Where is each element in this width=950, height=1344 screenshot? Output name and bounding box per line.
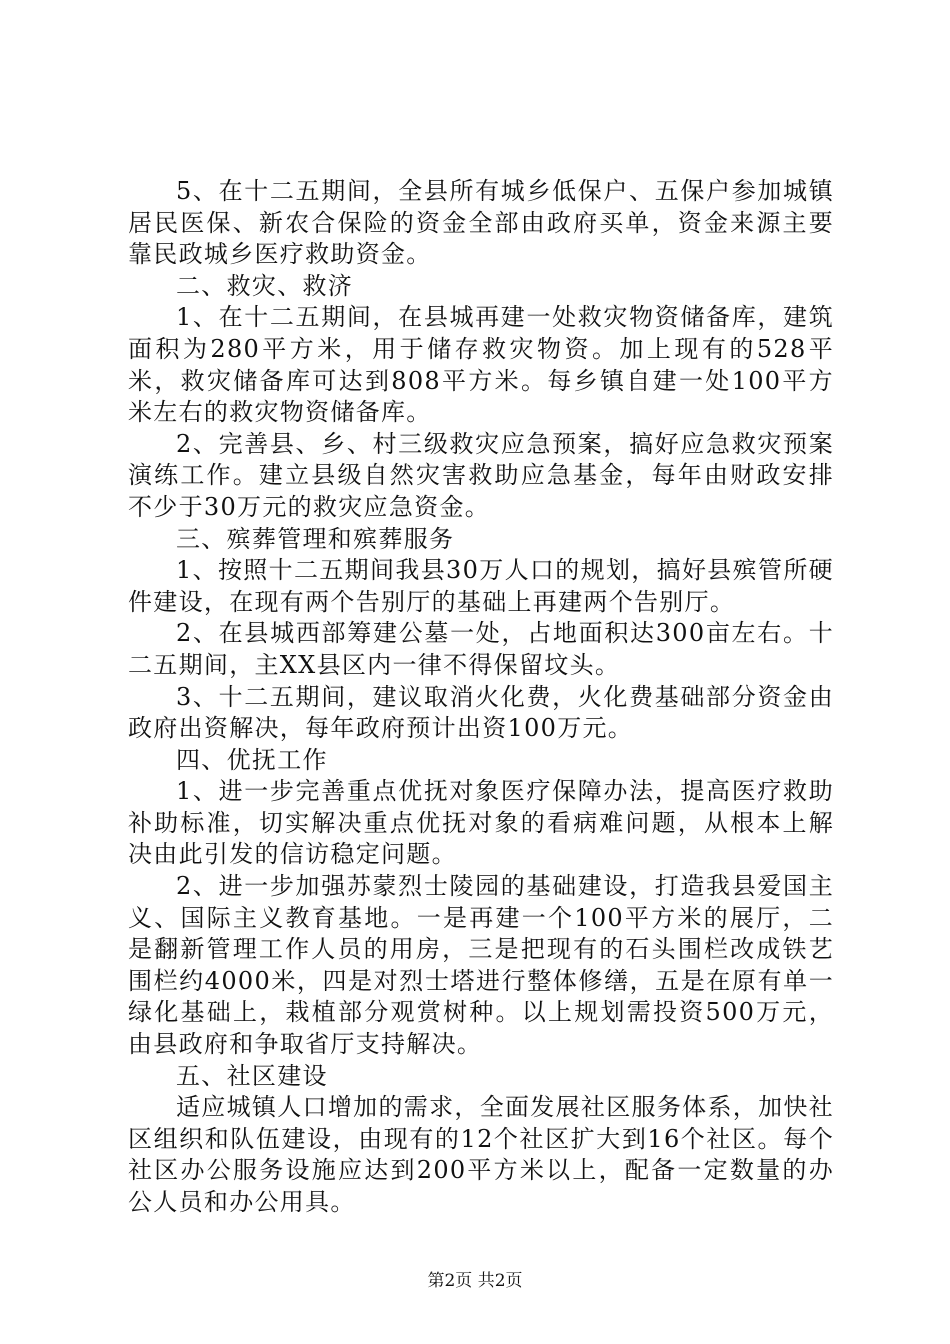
document-body — [128, 176, 834, 1219]
section-heading-funeral-management: 三、殡葬管理和殡葬服务 — [176, 524, 455, 553]
section-heading-disaster-relief: 二、救灾、救济 — [176, 271, 354, 300]
paragraph-5-medical-insurance: 5、在十二五期间，全县所有城乡低保户、五保户参加城镇居民医保、新农合保险的资金全部由政府买单，资金来源主要靠民政城乡医疗救助资金。 — [128, 177, 834, 269]
section-heading-preferential-care: 四、优抚工作 — [176, 745, 328, 774]
paragraph-emergency-plan: 2、完善县、乡、村三级救灾应急预案，搞好应急救灾预案演练工作。建立县级自然灾害救助应急基金，每年由财政安排不少于30万元的救灾应急资金。 — [128, 429, 834, 521]
section-heading-community-building: 五、社区建设 — [176, 1061, 328, 1090]
paragraph-funeral-home: 1、按照十二五期间我县30万人口的规划，搞好县殡管所硬件建设，在现有两个告别厅的基础上再建两个告别厅。 — [128, 556, 834, 616]
paragraph-medical-security: 1、进一步完善重点优抚对象医疗保障办法，提高医疗救助补助标准，切实解决重点优抚对象的看病难问题，从根本上解决由此引发的信访稳定问题。 — [128, 777, 834, 869]
paragraph-martyrs-cemetery: 2、进一步加强苏蒙烈士陵园的基础建设，打造我县爱国主义、国际主义教育基地。一是再建一个100平方米的展厅，二是翻新管理工作人员的用房，三是把现有的石头围栏改成铁艺围栏约4000米，四是对烈士塔进行整体修缮，五是在原有单一绿化基础上，栽植部分观赏树种。以上规划需投资500万元，由县政府和争取省厅支持解决。 — [128, 872, 834, 1059]
paragraph-cremation-fee: 3、十二五期间，建议取消火化费，火化费基础部分资金由政府出资解决，每年政府预计出资100万元。 — [128, 682, 834, 743]
paragraph-relief-storage: 1、在十二五期间，在县城再建一处救灾物资储备库，建筑面积为280平方米，用于储存救灾物资。加上现有的528平米，救灾储备库可达到808平方米。每乡镇自建一处100平方米左右的救灾物资储备库。 — [128, 303, 834, 427]
paragraph-cemetery: 2、在县城西部筹建公墓一处，占地面积达300亩左右。十二五期间，主XX县区内一律不得保留坟头。 — [128, 619, 834, 679]
paragraph-community-services: 适应城镇人口增加的需求，全面发展社区服务体系，加快社区组织和队伍建设，由现有的12个社区扩大到16个社区。每个社区办公服务设施应达到200平方米以上，配备一定数量的办公人员和办公用具。 — [128, 1093, 834, 1216]
page-footer: 第2页 共2页 — [427, 1271, 523, 1291]
